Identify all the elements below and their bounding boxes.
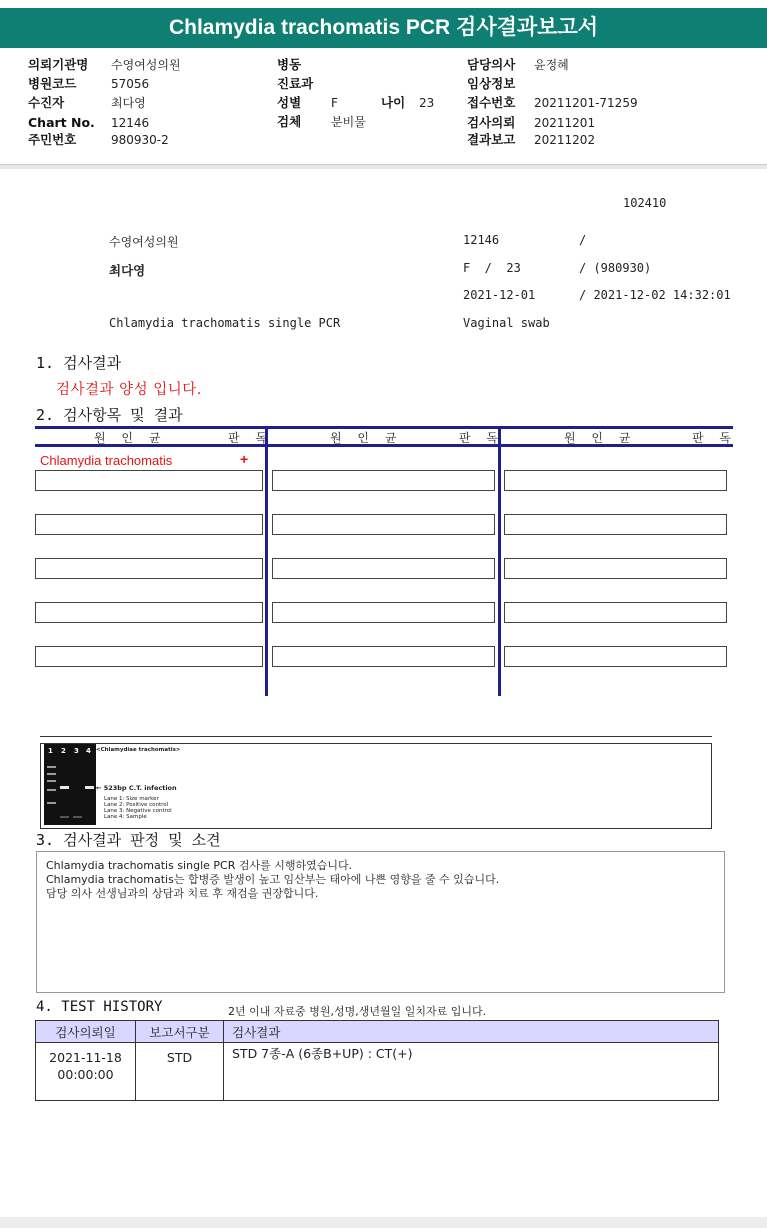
result-cell bbox=[272, 514, 495, 535]
section4-heading: 4. TEST HISTORY bbox=[36, 999, 163, 1015]
info-birth: / (980930) bbox=[579, 261, 652, 275]
col3-pathogen-header: 원 인 균 bbox=[564, 431, 637, 445]
header-value-chart-no: 12146 bbox=[111, 116, 150, 130]
header-value-doctor: 윤정혜 bbox=[534, 58, 569, 72]
result-cell bbox=[504, 514, 727, 535]
test-code: 102410 bbox=[623, 196, 667, 210]
header-label-chart-no: Chart No. bbox=[28, 115, 95, 130]
gel-legend-item: Lane 4: Sample bbox=[104, 814, 147, 820]
info-hospital: 수영여성의원 bbox=[109, 235, 179, 249]
col2-judgment-header: 판 독 bbox=[459, 431, 504, 445]
history-time: 00:00:00 bbox=[57, 1067, 114, 1082]
info-received-date: 2021-12-01 bbox=[463, 288, 536, 302]
result-cell bbox=[35, 514, 263, 535]
result-pathogen: Chlamydia trachomatis bbox=[40, 453, 173, 468]
comment-box bbox=[36, 851, 725, 993]
grid-divider-2 bbox=[498, 426, 501, 696]
header-label-doctor: 담당의사 bbox=[467, 57, 516, 72]
info-chart-separator: / bbox=[579, 233, 587, 247]
header-label-hospital-code: 병원코드 bbox=[28, 76, 77, 91]
gel-band-label: ← 523bp C.T. infection bbox=[96, 784, 177, 792]
header-divider bbox=[0, 164, 767, 169]
lane-number: 1 bbox=[48, 747, 53, 755]
history-header-date: 검사의뢰일 bbox=[36, 1021, 136, 1043]
gel-legend-item: Lane 3: Negative control bbox=[104, 808, 172, 814]
header-label-resident-no: 주민번호 bbox=[28, 132, 77, 147]
gel-legend-item: Lane 2: Positive control bbox=[104, 802, 169, 808]
result-cell bbox=[504, 558, 727, 579]
header-value-sex: F bbox=[331, 96, 338, 110]
header-label-department: 진료과 bbox=[277, 76, 314, 91]
gel-top-rule bbox=[40, 736, 712, 737]
section2-heading: 2. 검사항목 및 결과 bbox=[36, 406, 183, 424]
info-reported-date: / 2021-12-02 14:32:01 bbox=[579, 288, 731, 302]
col1-pathogen-header: 원 인 균 bbox=[94, 431, 167, 445]
header-label-age: 나이 bbox=[381, 95, 406, 110]
info-specimen: Vaginal swab bbox=[463, 316, 550, 330]
result-cell bbox=[35, 470, 263, 491]
history-note: 2년 이내 자료중 병원,성명,생년월일 일치자료 입니다. bbox=[228, 1005, 487, 1018]
info-chart-no: 12146 bbox=[463, 233, 500, 247]
col2-pathogen-header: 원 인 균 bbox=[330, 431, 403, 445]
lane-number: 4 bbox=[86, 747, 91, 755]
result-judgment: + bbox=[240, 451, 249, 467]
header-value-request-date: 20211201 bbox=[534, 116, 596, 130]
primer-band bbox=[73, 816, 82, 818]
table-row bbox=[36, 1043, 719, 1101]
header-value-receipt-no: 20211201-71259 bbox=[534, 96, 638, 110]
result-cell bbox=[504, 602, 727, 623]
header-value-age: 23 bbox=[419, 96, 435, 110]
comment-line: 담당 의사 선생님과의 상담과 치료 후 재검을 권장합니다. bbox=[46, 887, 319, 900]
history-header-type: 보고서구분 bbox=[136, 1021, 224, 1043]
positive-result-text: 검사결과 양성 입니다. bbox=[56, 382, 202, 398]
result-cell bbox=[504, 470, 727, 491]
gel-electrophoresis-image bbox=[44, 744, 96, 825]
section1-heading: 1. 검사결과 bbox=[36, 354, 122, 372]
header-label-specimen: 검체 bbox=[277, 114, 302, 129]
header-label-clinical-info: 임상정보 bbox=[467, 76, 516, 91]
positive-band bbox=[60, 786, 69, 789]
history-header-result: 검사결과 bbox=[224, 1021, 719, 1043]
comment-line: Chlamydia trachomatis는 합병증 발생이 높고 임산부는 태아에 나쁜 영향을 줄 수 있습니다. bbox=[46, 873, 500, 886]
marker-band bbox=[47, 789, 56, 791]
header-value-resident-no: 980930-2 bbox=[111, 133, 169, 147]
primer-band bbox=[60, 816, 69, 818]
marker-band bbox=[47, 780, 56, 782]
info-test-name: Chlamydia trachomatis single PCR bbox=[109, 316, 341, 330]
result-cell bbox=[504, 646, 727, 667]
marker-band bbox=[47, 802, 56, 804]
lane-number: 2 bbox=[61, 747, 66, 755]
result-cell bbox=[272, 470, 495, 491]
result-cell bbox=[35, 602, 263, 623]
col3-judgment-header: 판 독 bbox=[692, 431, 737, 445]
result-cell bbox=[272, 558, 495, 579]
header-value-patient: 최다영 bbox=[111, 96, 146, 110]
grid-divider-1 bbox=[265, 426, 268, 696]
history-table bbox=[35, 1020, 719, 1101]
header-label-sex: 성별 bbox=[277, 95, 302, 110]
marker-band bbox=[47, 773, 56, 775]
section3-heading: 3. 검사결과 판정 및 소견 bbox=[36, 831, 221, 849]
header-label-report-date: 결과보고 bbox=[467, 132, 516, 147]
header-label-receipt-no: 접수번호 bbox=[467, 95, 516, 110]
history-date-cell bbox=[36, 1043, 136, 1101]
history-result: STD 7종-A (6종B+UP) : CT(+) bbox=[224, 1043, 719, 1101]
header-label-ward: 병동 bbox=[277, 57, 302, 72]
result-cell bbox=[272, 646, 495, 667]
history-type: STD bbox=[136, 1043, 224, 1101]
info-patient-name: 최다영 bbox=[109, 263, 146, 278]
lane-number: 3 bbox=[74, 747, 79, 755]
result-cell bbox=[272, 602, 495, 623]
result-cell bbox=[35, 646, 263, 667]
header-value-report-date: 20211202 bbox=[534, 133, 596, 147]
marker-band bbox=[47, 766, 56, 768]
history-date: 2021-11-18 bbox=[49, 1050, 122, 1065]
sample-band bbox=[85, 786, 94, 789]
gel-title: <Chlamydiae trachomatis> bbox=[96, 747, 181, 753]
header-label-patient: 수진자 bbox=[28, 95, 65, 110]
report-title: Chlamydia trachomatis PCR 검사결과보고서 bbox=[0, 8, 767, 48]
header-value-hospital-code: 57056 bbox=[111, 77, 150, 91]
info-sex-age: F / 23 bbox=[463, 261, 521, 275]
header-label-request-date: 검사의뢰 bbox=[467, 115, 516, 130]
header-value-hospital: 수영여성의원 bbox=[111, 58, 181, 72]
header-value-specimen: 분비물 bbox=[331, 115, 366, 129]
col1-judgment-header: 판 독 bbox=[228, 431, 273, 445]
comment-line: Chlamydia trachomatis single PCR 검사를 시행하였습니다. bbox=[46, 859, 353, 872]
gel-legend-item: Lane 1: Size marker bbox=[104, 796, 159, 802]
result-cell bbox=[35, 558, 263, 579]
header-label-hospital: 의뢰기관명 bbox=[28, 57, 89, 72]
footer-strip bbox=[0, 1217, 767, 1228]
